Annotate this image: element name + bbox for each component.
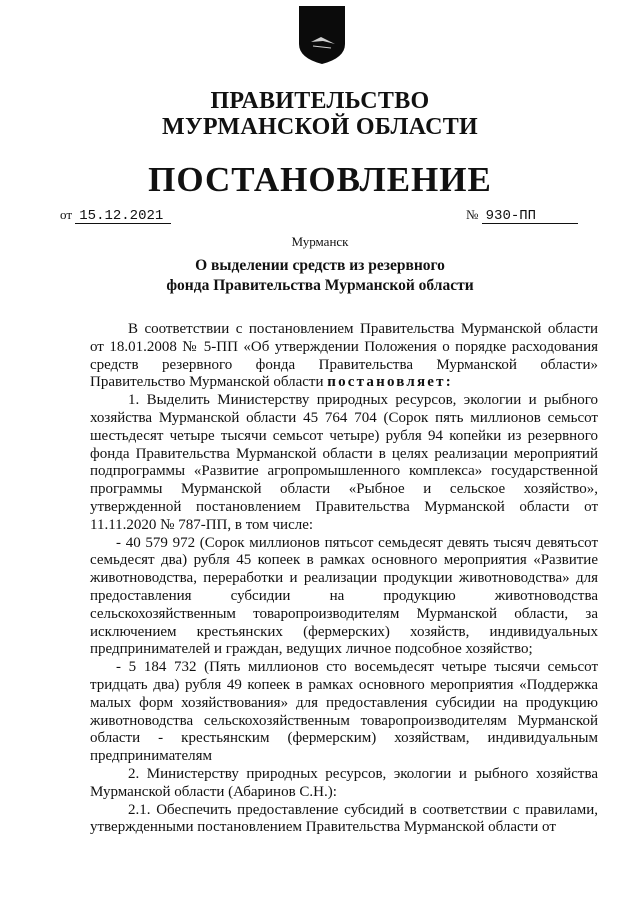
government-title-line2: МУРМАНСКОЙ ОБЛАСТИ	[162, 114, 478, 140]
government-title-line1: ПРАВИТЕЛЬСТВО	[210, 88, 430, 114]
paragraph-item-1: 1. Выделить Министерству природных ресурсов, экологии и рыбного хозяйства Мурманской области 45 764 704 (Сорок пять миллионов семьсот шестьдесят четыре тысячи семьсот четыре) рубля 94 копейки из резервного фонда Правительства Мурманской области в целях реализации мероприятий подпрограммы «Развитие агропромышленного комплекса» государственной программы Мурманской области «Рыбное и сельское хозяйство», утвержденной постановлением Правительства Мурманской области от 11.11.2020 № 787-ПП, в том числе:	[90, 392, 598, 533]
subject-line2: фонда Правительства Мурманской области	[166, 277, 474, 294]
resolves-keyword: постановляет:	[327, 374, 453, 391]
paragraph-preamble	[90, 321, 598, 392]
number-value: 930-ПП	[482, 209, 578, 224]
document-type-title: ПОСТАНОВЛЕНИЕ	[148, 160, 492, 199]
paragraph-subitem-1: - 40 579 972 (Сорок миллионов пятьсот семьдесят девять тысяч девятьсот семьдесят два) рубля 45 копеек в рамках основного мероприятия «Развитие животноводства, переработки и реализации продукции животноводства» для предоставления субсидии на продукцию животноводства сельскохозяйственным товаропроизводителям Мурманской области, за исключением крестьянских (фермерских) хозяйств, индивидуальных предпринимателей и граждан, ведущих личное подсобное хозяйство;	[90, 534, 598, 658]
coat-of-arms-emblem	[297, 4, 347, 66]
paragraph-item-2: 2. Министерству природных ресурсов, экологии и рыбного хозяйства Мурманской области (Абаринов С.Н.):	[90, 765, 598, 800]
document-body	[90, 321, 598, 837]
date-value: 15.12.2021	[75, 209, 171, 224]
subject-line1: О выделении средств из резервного	[195, 257, 445, 274]
preamble-text: В соответствии с постановлением Правительства Мурманской области от 18.01.2008 № 5-ПП «Об утверждении Положения о порядке расходования средств резервного фонда Правительства Мурманской области» Правительство Мурманской области	[90, 321, 598, 391]
paragraph-subitem-2: - 5 184 732 (Пять миллионов сто восемьдесят четыре тысячи семьсот тридцать два) рубля 49 копеек в рамках основного мероприятия «Поддержка малых форм хозяйствования» для предоставления субсидии на продукцию животноводства сельскохозяйственным товаропроизводителям Мурманской области - крестьянским (фермерским) хозяйствам, индивидуальным предпринимателям	[90, 659, 598, 765]
document-subject	[0, 256, 640, 296]
date-field	[60, 207, 171, 224]
paragraph-item-2-1: 2.1. Обеспечить предоставление субсидий в соответствии с правилами, утвержденными постановлением Правительства Мурманской области от	[90, 801, 598, 836]
number-field	[466, 207, 578, 224]
number-prefix: №	[466, 207, 479, 222]
date-prefix: от	[60, 207, 73, 222]
city-name: Мурманск	[291, 234, 349, 249]
